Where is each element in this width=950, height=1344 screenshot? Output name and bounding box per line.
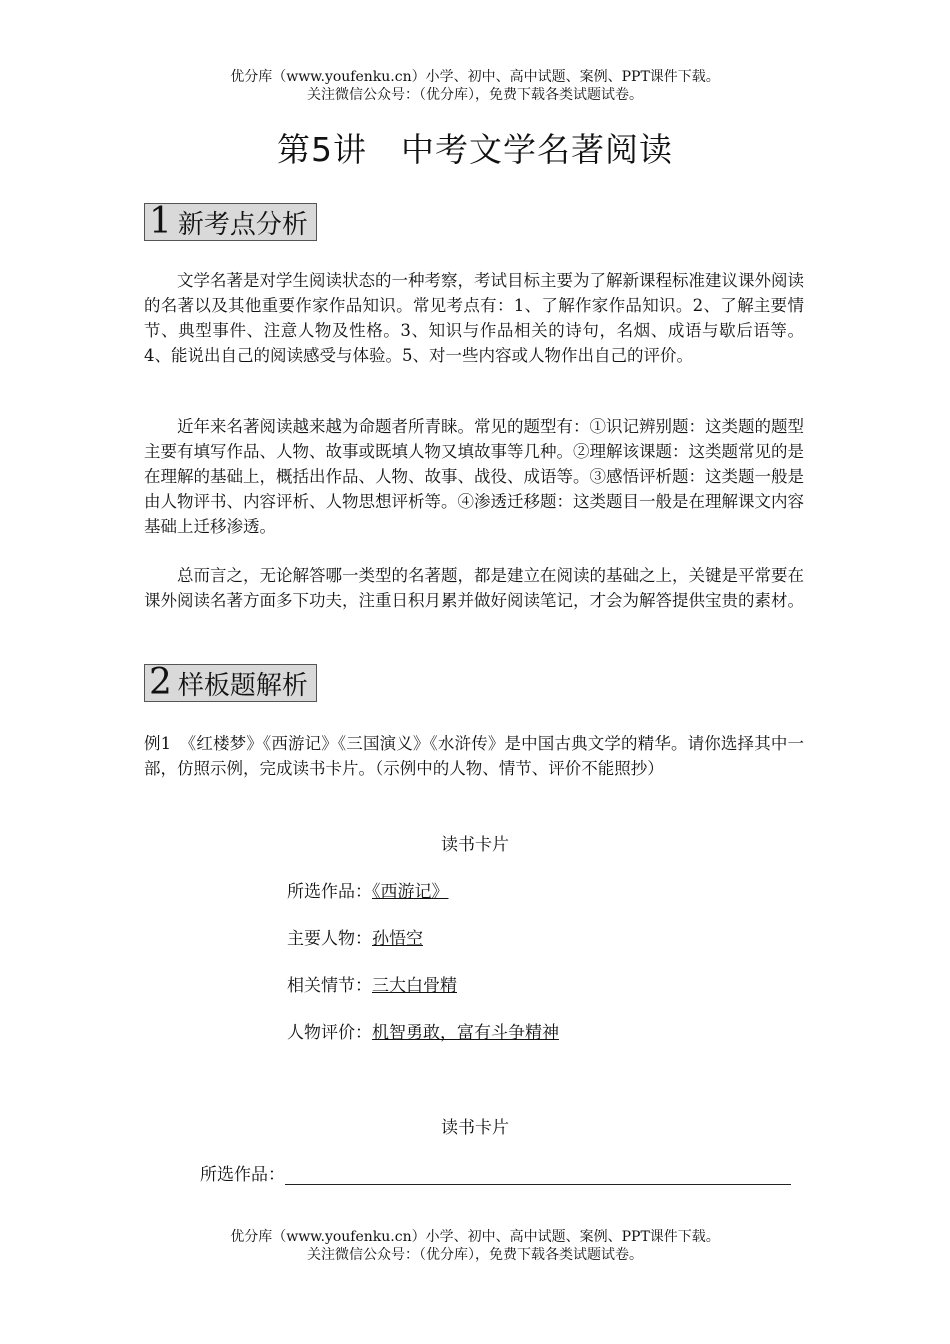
card-label: 所选作品： bbox=[287, 882, 372, 902]
paragraph: 文学名著是对学生阅读状态的一种考察，考试目标主要为了解新课程标准建议课外阅读的名著以及其他重要作家作品知识。常见考点有：1、了解作家作品知识。2、了解主要情节、典型事件、注意人物及性格。3、知识与作品相关的诗句，名烟、成语与歇后语等。4、能说出自己的阅读感受与体验。5、对一些内容或人物作出自己的评价。 bbox=[144, 271, 804, 365]
card-label: 主要人物： bbox=[287, 929, 372, 949]
card-value: 孙悟空 bbox=[372, 929, 423, 949]
section-number: 2 bbox=[149, 662, 172, 703]
section-heading-2 bbox=[144, 664, 317, 702]
section-title: 样板题解析 bbox=[177, 670, 308, 701]
card-title-blank: 读书卡片 bbox=[441, 1118, 509, 1138]
card-row-character bbox=[287, 924, 423, 949]
section-number: 1 bbox=[149, 201, 172, 242]
page-title: 第5讲 中考文学名著阅读 bbox=[277, 130, 673, 169]
header-line-1: 优分库（www.youfenku.cn）小学、初中、高中试题、案例、PPT课件下载。 bbox=[230, 69, 720, 85]
card-value: 《西游记》 bbox=[372, 882, 449, 902]
example-question: 例1 《红楼梦》《西游记》《三国演义》《水浒传》是中国古典文学的精华。请你选择其中一部，仿照示例，完成读书卡片。（示例中的人物、情节、评价不能照抄） bbox=[144, 734, 804, 778]
card-value: 机智勇敢，富有斗争精神 bbox=[372, 1023, 559, 1043]
section-heading-1 bbox=[144, 203, 317, 241]
card-row-plot bbox=[287, 971, 457, 996]
footer-line-1: 优分库（www.youfenku.cn）小学、初中、高中试题、案例、PPT课件下载。 bbox=[230, 1229, 720, 1245]
card-row-evaluation bbox=[287, 1018, 559, 1043]
section-title: 新考点分析 bbox=[177, 209, 308, 240]
paragraph: 近年来名著阅读越来越为命题者所青睐。常见的题型有：①识记辨别题：这类题的题型主要有填写作品、人物、故事或既填人物又填故事等几种。②理解该课题：这类题常见的是在理解的基础上，概括出作品、人物、故事、战役、成语等。③感悟评析题：这类题一般是由人物评书、内容评析、人物思想评析等。④渗透迁移题：这类题目一般是在理解课文内容基础上迁移渗透。 bbox=[144, 417, 804, 536]
footer-line-2: 关注微信公众号：（优分库），免费下载各类试题试卷。 bbox=[307, 1247, 643, 1263]
card-title: 读书卡片 bbox=[441, 835, 509, 855]
answer-blank-line[interactable] bbox=[285, 1164, 791, 1185]
card-value: 三大白骨精 bbox=[372, 976, 457, 996]
paragraph: 总而言之，无论解答哪一类型的名著题，都是建立在阅读的基础之上，关键是平常要在课外阅读名著方面多下功夫，注重日积月累并做好阅读笔记，才会为解答提供宝贵的素材。 bbox=[144, 566, 804, 610]
header-line-2: 关注微信公众号：（优分库），免费下载各类试题试卷。 bbox=[307, 87, 643, 103]
fill-row-work bbox=[200, 1160, 791, 1185]
card-label: 所选作品： bbox=[200, 1165, 285, 1185]
card-label: 相关情节： bbox=[287, 976, 372, 996]
card-row-work bbox=[287, 877, 449, 902]
card-label: 人物评价： bbox=[287, 1023, 372, 1043]
